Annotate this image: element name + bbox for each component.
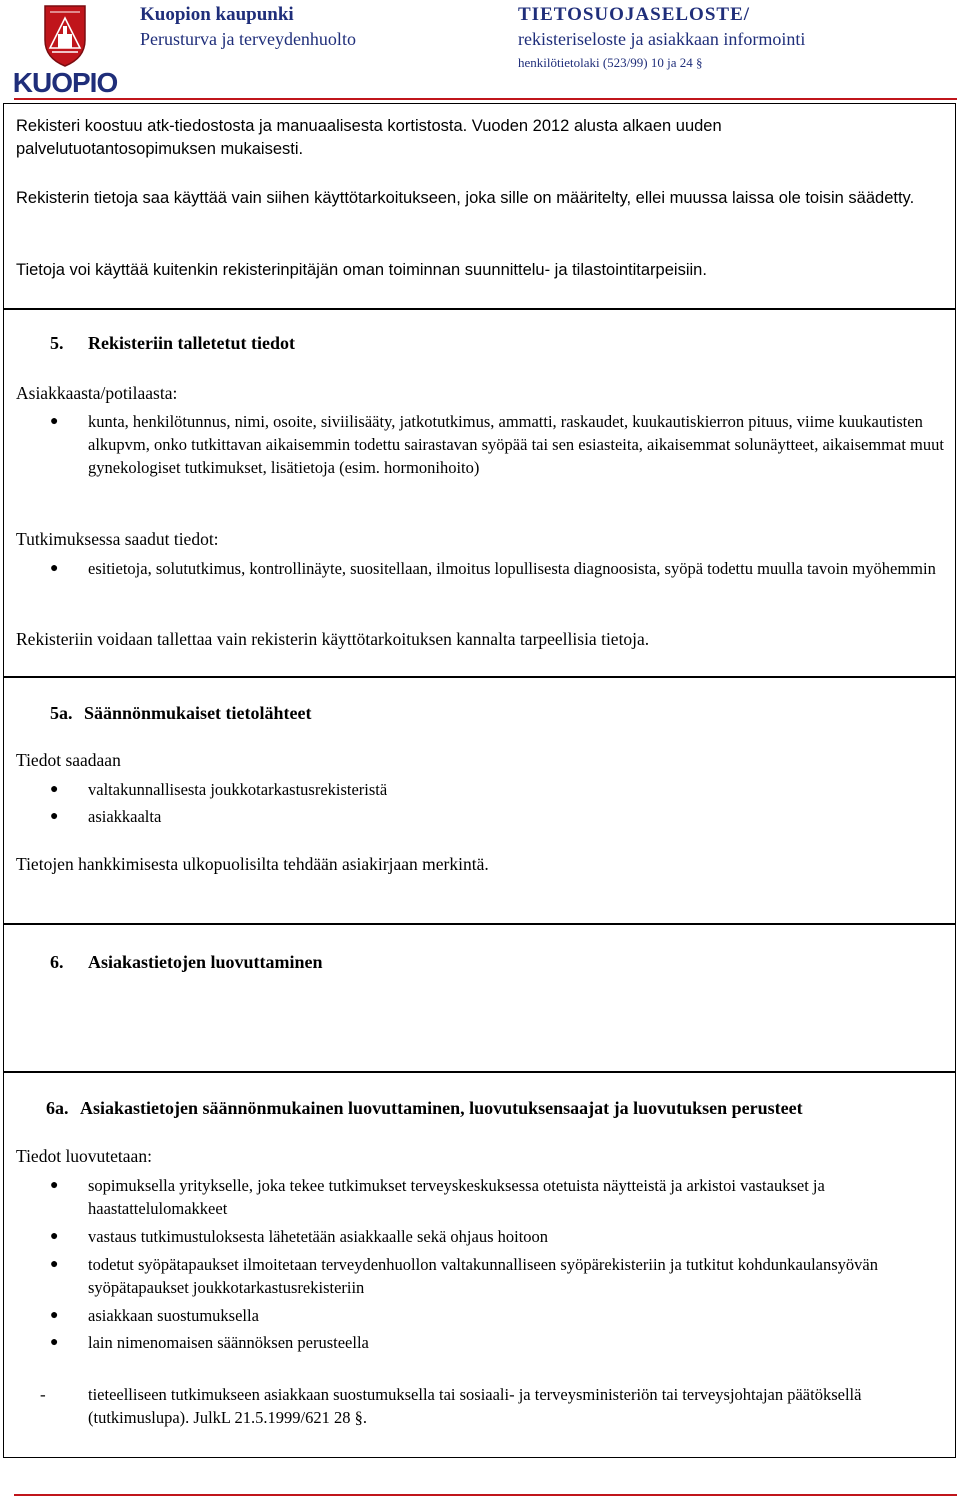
kuopio-logo — [10, 4, 120, 96]
dash-marker: - — [40, 1385, 46, 1404]
list-item-dash: tieteelliseen tutkimukseen asiakkaan suostumuksella tai sosiaali- ja terveysministeriön tai terveysjohtajan päätöksellä (tutkimuslupa). JulkL 21.5.1999/621 28 §. — [88, 1385, 862, 1427]
list-item: sopimuksella yritykselle, joka tekee tutkimukset terveyskeskuksessa otetuista näytteistä ja arkistoi vastaukset ja haastattelulomakkeet — [88, 1176, 825, 1218]
section-5a — [3, 677, 956, 924]
section-5a-number: 5a. — [50, 703, 73, 723]
section-6a-label: Tiedot luovutetaan: — [16, 1146, 152, 1166]
list-item: lain nimenomaisen säännöksen perusteella — [88, 1333, 369, 1352]
section-6-title: Asiakastietojen luovuttaminen — [88, 952, 323, 972]
page-header — [0, 0, 960, 100]
bullet-icon: ● — [50, 1257, 59, 1272]
section-5-closing: Rekisteriin voidaan tallettaa vain rekisterin käyttötarkoituksen kannalta tarpeellisia tietoja. — [16, 629, 650, 649]
section-6a-title: Asiakastietojen säännönmukainen luovuttaminen, luovutuksensaajat ja luovutuksen perusteet — [80, 1098, 803, 1118]
list-item: valtakunnallisesta joukkotarkastusrekisteristä — [88, 780, 388, 799]
bullet-icon: ● — [50, 1308, 59, 1323]
section-5 — [3, 309, 956, 677]
section-6a-number: 6a. — [46, 1098, 69, 1118]
header-divider — [14, 98, 957, 100]
list-item: asiakkaan suostumuksella — [88, 1306, 259, 1325]
list-item: asiakkaalta — [88, 807, 162, 826]
paragraph-usage-restriction: Rekisterin tietoja saa käyttää vain siihen käyttötarkoitukseen, joka sille on määritelty, ellei muussa laissa ole toisin säädetty. — [16, 189, 915, 207]
bullet-icon: ● — [50, 782, 59, 797]
list-item: esitietoja, solututkimus, kontrollinäyte, suositellaan, ilmoitus lopullisesta diagnoosista, syöpä todettu muulla tavoin myöhemmin — [88, 559, 936, 578]
footer-divider — [14, 1494, 957, 1496]
bullet-icon: ● — [50, 561, 59, 576]
section-5a-title: Säännönmukaiset tietolähteet — [84, 703, 312, 723]
section-5-label-results: Tutkimuksessa saadut tiedot: — [16, 529, 219, 549]
paragraph-planning-usage: Tietoja voi käyttää kuitenkin rekisterinpitäjän oman toiminnan suunnittelu- ja tilastointitarpeisiin. — [16, 261, 707, 279]
organization-unit: Perusturva ja terveydenhuolto — [140, 29, 356, 49]
section-4-continuation — [3, 103, 956, 309]
section-5a-label: Tiedot saadaan — [16, 750, 121, 770]
bullet-icon: ● — [50, 809, 59, 824]
section-6a — [3, 1072, 956, 1458]
list-item: todetut syöpätapaukset ilmoitetaan terveydenhuollon valtakunnalliseen syöpärekisteriin ja tutkitut kohdunkaulansyövän syöpätapaukset joukkotarkastusrekisteriin — [88, 1255, 878, 1297]
organization-name: Kuopion kaupunki — [140, 4, 294, 25]
section-5a-closing: Tietojen hankkimisesta ulkopuolisilta tehdään asiakirjaan merkintä. — [16, 854, 489, 874]
section-5-number: 5. — [50, 333, 64, 353]
section-6-number: 6. — [50, 952, 64, 972]
section-5-title: Rekisteriin talletetut tiedot — [88, 333, 295, 353]
document-law-reference: henkilötietolaki (523/99) 10 ja 24 § — [518, 55, 703, 70]
section-5-label-client: Asiakkaasta/potilaasta: — [16, 383, 178, 403]
document-subtitle: rekisteriseloste ja asiakkaan informointi — [518, 29, 806, 49]
list-item: kunta, henkilötunnus, nimi, osoite, siviilisääty, jatkotutkimus, ammatti, raskaudet, kuukautiskierron pituus, viime kuukautisten alkupvm, onko tutkittavan aikaisemmin todettu sairastavan syöpää tai sen esiasteita, aikaisemmat solunäytteet, aikaisemmat muut gynekologiset tutkimukset, lisätietoja (esim. hormonihoito) — [88, 412, 944, 477]
document-title: TIETOSUOJASELOSTE/ — [518, 4, 751, 25]
bullet-icon: ● — [50, 414, 59, 429]
bullet-icon: ● — [50, 1178, 59, 1193]
list-item: vastaus tutkimustuloksesta lähetetään asiakkaalle sekä ohjaus hoitoon — [88, 1227, 549, 1246]
logo-wordmark: KUOPIO — [12, 67, 118, 96]
paragraph-register-composition: Rekisteri koostuu atk-tiedostosta ja manuaalisesta kortistosta. Vuoden 2012 alusta alkaen uuden palvelutuotantosopimuksen mukaisesti. — [16, 117, 722, 158]
section-6 — [3, 924, 956, 1072]
bullet-icon: ● — [50, 1335, 59, 1350]
bullet-icon: ● — [50, 1229, 59, 1244]
